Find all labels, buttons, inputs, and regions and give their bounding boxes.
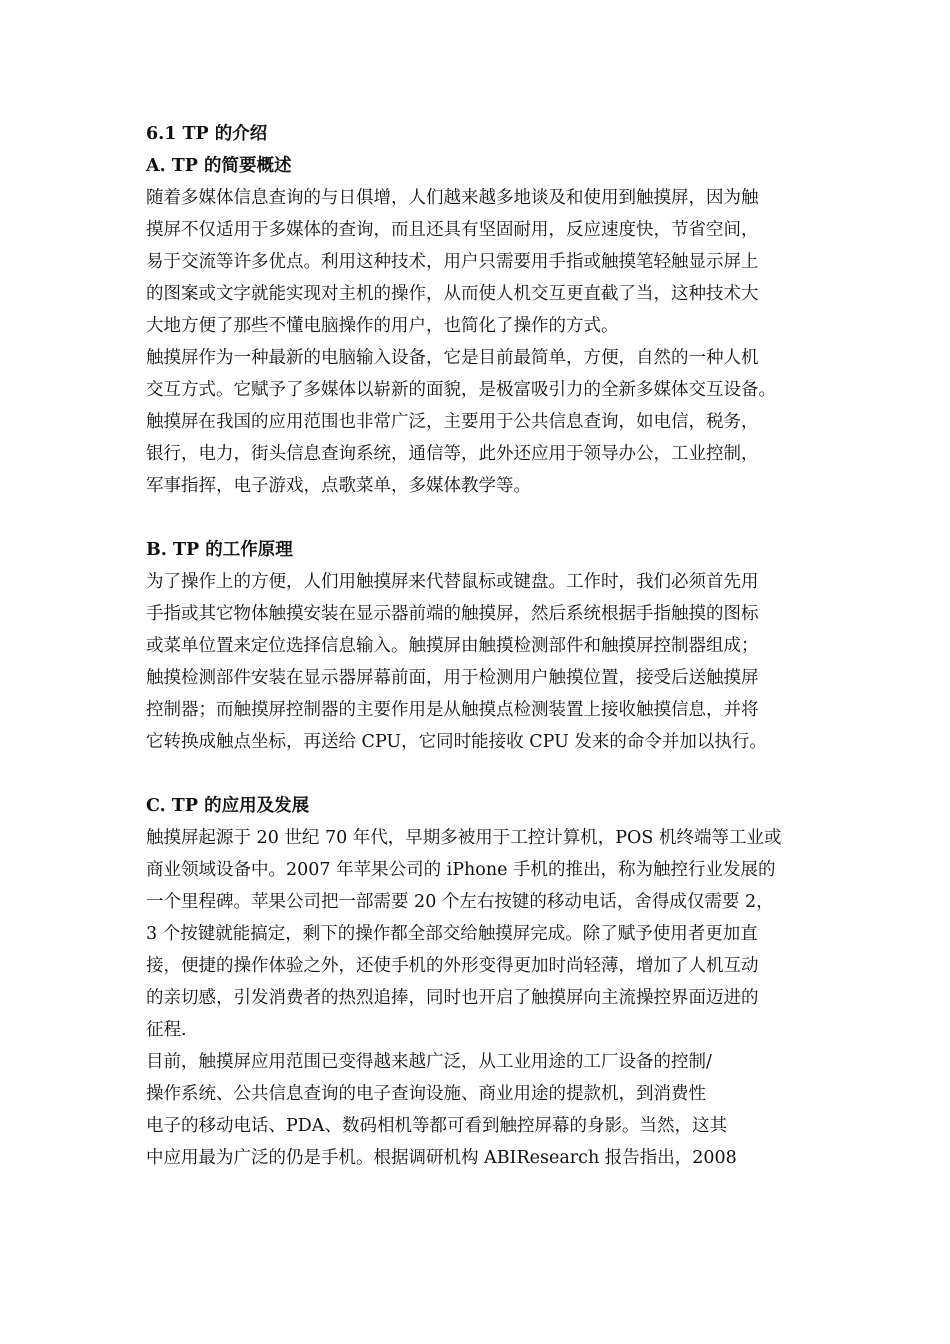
paragraph-line: 大地方便了那些不懂电脑操作的用户，也简化了操作的方式。 xyxy=(146,316,619,336)
paragraph-line: 控制器；而触摸屏控制器的主要作用是从触摸点检测装置上接收触摸信息，并将 xyxy=(146,700,759,720)
paragraph-line: 的亲切感，引发消费者的热烈追捧，同时也开启了触摸屏向主流操控界面迈进的 xyxy=(146,988,759,1008)
paragraph-line: 随着多媒体信息查询的与日俱增，人们越来越多地谈及和使用到触摸屏，因为触 xyxy=(146,188,759,208)
paragraph-line: 为了操作上的方便，人们用触摸屏来代替鼠标或键盘。工作时，我们必须首先用 xyxy=(146,572,759,592)
section-b-heading: B. TP 的工作原理 xyxy=(146,540,293,560)
section-title: 6.1 TP 的介绍 xyxy=(146,124,268,144)
paragraph-line: 操作系统、公共信息查询的电子查询设施、商业用途的提款机，到消费性 xyxy=(146,1084,706,1104)
paragraph-line: 商业领域设备中。2007 年苹果公司的 iPhone 手机的推出，称为触控行业发展的 xyxy=(146,860,776,880)
section-spacer xyxy=(146,758,816,790)
paragraph-line: 军事指挥，电子游戏，点歌菜单，多媒体教学等。 xyxy=(146,476,531,496)
paragraph-line: 征程. xyxy=(146,1020,187,1040)
section-a-heading: A. TP 的简要概述 xyxy=(146,156,292,176)
paragraph-line: 电子的移动电话、PDA、数码相机等都可看到触控屏幕的身影。当然，这其 xyxy=(146,1116,727,1136)
paragraph-line: 易于交流等许多优点。利用这种技术，用户只需要用手指或触摸笔轻触显示屏上 xyxy=(146,252,759,272)
paragraph-line: 中应用最为广泛的仍是手机。根据调研机构 ABIResearch 报告指出，2008 xyxy=(146,1148,737,1168)
paragraph-line: 交互方式。它赋予了多媒体以崭新的面貌，是极富吸引力的全新多媒体交互设备。 xyxy=(146,380,776,400)
paragraph-line: 触摸屏作为一种最新的电脑输入设备，它是目前最简单，方便，自然的一种人机 xyxy=(146,348,759,368)
paragraph-line: 3 个按键就能搞定，剩下的操作都全部交给触摸屏完成。除了赋予使用者更加直 xyxy=(146,924,758,944)
paragraph-line: 手指或其它物体触摸安装在显示器前端的触摸屏，然后系统根据手指触摸的图标 xyxy=(146,604,759,624)
paragraph-line: 触摸检测部件安装在显示器屏幕前面，用于检测用户触摸位置，接受后送触摸屏 xyxy=(146,668,759,688)
paragraph-line: 接，便捷的操作体验之外，还使手机的外形变得更加时尚轻薄，增加了人机互动 xyxy=(146,956,759,976)
section-spacer xyxy=(146,502,816,534)
paragraph-line: 摸屏不仅适用于多媒体的查询，而且还具有坚固耐用，反应速度快，节省空间， xyxy=(146,220,759,240)
paragraph-line: 一个里程碑。苹果公司把一部需要 20 个左右按键的移动电话，舍得成仅需要 2， xyxy=(146,892,774,912)
paragraph-line: 银行，电力，街头信息查询系统，通信等，此外还应用于领导办公，工业控制， xyxy=(146,444,759,464)
section-c-heading: C. TP 的应用及发展 xyxy=(146,796,310,816)
paragraph-line: 的图案或文字就能实现对主机的操作，从而使人机交互更直截了当，这种技术大 xyxy=(146,284,759,304)
paragraph-line: 触摸屏起源于 20 世纪 70 年代，早期多被用于工控计算机，POS 机终端等工业或 xyxy=(146,828,782,848)
paragraph-line: 它转换成触点坐标，再送给 CPU，它同时能接收 CPU 发来的命令并加以执行。 xyxy=(146,732,767,752)
document-page xyxy=(146,118,816,1174)
paragraph-line: 触摸屏在我国的应用范围也非常广泛，主要用于公共信息查询，如电信，税务， xyxy=(146,412,759,432)
paragraph-line: 或菜单位置来定位选择信息输入。触摸屏由触摸检测部件和触摸屏控制器组成； xyxy=(146,636,759,656)
paragraph-line: 目前，触摸屏应用范围已变得越来越广泛，从工业用途的工厂设备的控制/ xyxy=(146,1052,712,1072)
